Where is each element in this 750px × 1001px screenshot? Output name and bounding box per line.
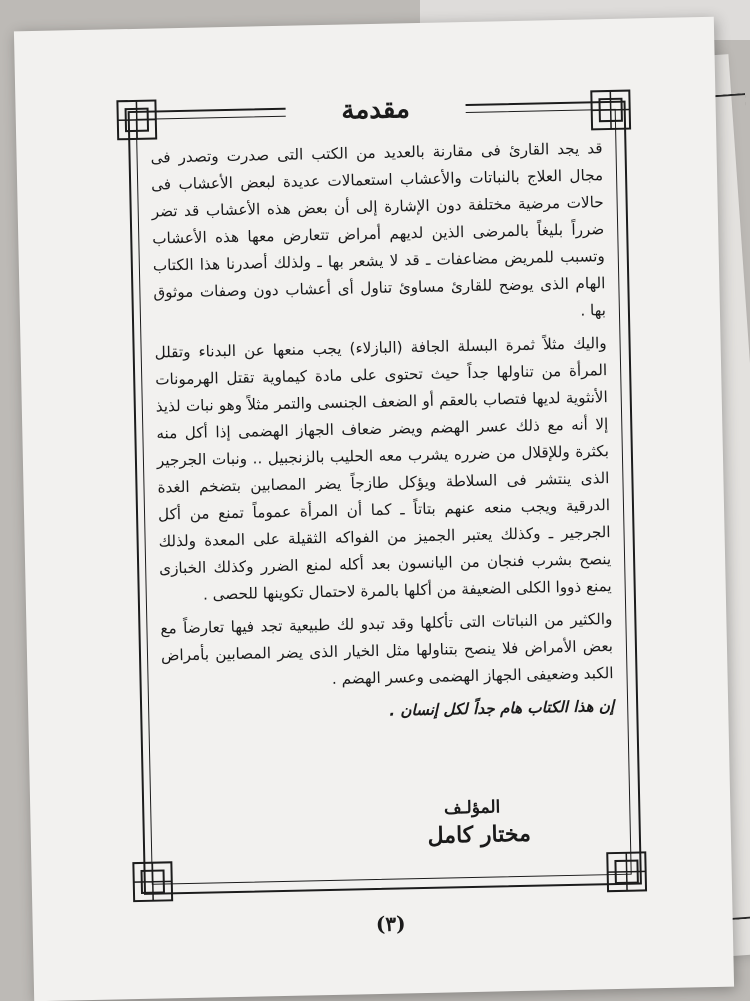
page-number: (٣) xyxy=(375,911,406,937)
paragraph: قد يجد القارئ فى مقارنة بالعديد من الكتب التى صدرت وتصدر فى مجال العلاج بالنباتات والأعشاب استعمالات عديدة لبعض الأعشاب فى حالات مرضية مختلفة دون الإشارة إلى أن بعض هذه الأعشاب قد تضر ضرراً بليغاً بالمرضى الذين لديهم أمراض تتعارض معها هذه الأعشاب وتسبب للمريض مضاعفات ـ قد لا يشعر بها ـ ولذلك أصدرنا هذا الكتاب الهام الذى يوضح للقارئ مساوئ تناول أى أعشاب دون وصفات موثوق بها . xyxy=(150,139,607,320)
book-page xyxy=(14,17,734,1001)
page-title: مقدمة xyxy=(285,86,466,134)
body-text xyxy=(150,135,614,735)
author-role: المؤلـف xyxy=(443,797,501,819)
author-signature xyxy=(330,797,531,851)
frame-corner-knot-icon xyxy=(603,848,650,895)
paragraph: واليك مثلاً ثمرة البسلة الجافة (البازلاء) يجب منعها عن البدناء وتقلل المرأة من تناولها جداً حيث تحتوى على مادة كيماوية تقتل الهرمونات الأنثوية لديها فتصاب بالعقم أو الضعف الجنسى والتمر مثلاً وهو نبات لذيذ إلا أنه مع ذلك عسر الهضم ويضر ضعاف الجهاز الهضمى إذا أكل منه بكثرة وللإقلال من ضرره يشرب معه الحليب بالزنجبيل .. ونبات الجرجير الذى ينتشر فى السلاطة ويؤكل طازجاً يضر المصابين بتضخم الغدة الدرقية ويجب منعه عنهم بتاتاً ـ كما أن المرأة عموماً تمنع من أكل الجرجير ـ وكذلك يعتبر الجميز من الفواكه الثقيلة على المعدة ولذلك ينصح بشرب فنجان من اليانسون بعد أكله لمنع الضرر وكذلك الخبازى يمنع ذووا الكلى الضعيفة من أكلها بالمرة لاحتمال تكوينها للحصى . xyxy=(154,334,612,604)
frame-corner-knot-icon xyxy=(113,96,160,143)
closing-statement: إن هذا الكتاب هام جداً لكل إنسان . xyxy=(389,697,615,720)
frame-corner-knot-icon xyxy=(129,858,176,905)
paragraph: والكثير من النباتات التى تأكلها وقد تبدو لك طبيعية تجد فيها تعارضاً مع بعض الأمراض فلا ينصح بتناولها مثل الخيار الذى يضر المصابين بأمراض الكبد وضعيفى الجهاز الهضمى وعسر الهضم . xyxy=(160,610,614,688)
author-name: مختار كامل xyxy=(427,820,532,849)
frame-corner-knot-icon xyxy=(587,86,634,133)
